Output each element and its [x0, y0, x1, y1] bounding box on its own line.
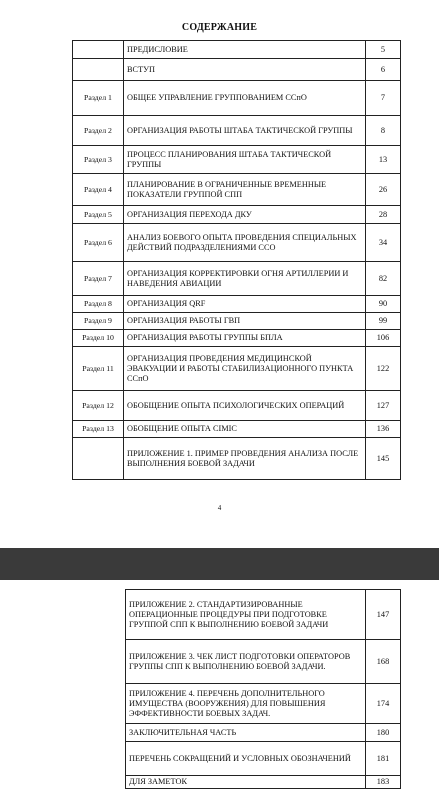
toc-entry-title: ДЛЯ ЗАМЕТОК [126, 776, 366, 789]
toc-section: Раздел 4 [73, 174, 124, 206]
toc-section: Раздел 11 [73, 347, 124, 391]
toc-entry-title: ОРГАНИЗАЦИЯ ПРОВЕДЕНИЯ МЕДИЦИНСКОЙ ЭВАКУАЦИИ И РАБОТЫ СТАБИЛИЗАЦИОННОГО ПУНКТА ССпО [124, 347, 366, 391]
toc-entry-title: ОРГАНИЗАЦИЯ ПЕРЕХОДА ДКУ [124, 206, 366, 224]
page-number: 4 [217, 504, 222, 512]
toc-section: Раздел 6 [73, 224, 124, 262]
toc-row [73, 224, 401, 262]
toc-page-number: 90 [366, 296, 401, 313]
toc-entry-title: ЗАКЛЮЧИТЕЛЬНАЯ ЧАСТЬ [126, 724, 366, 742]
toc-page-number: 145 [366, 438, 401, 480]
toc-entry-title: ОРГАНИЗАЦИЯ РАБОТЫ ШТАБА ТАКТИЧЕСКОЙ ГРУППЫ [124, 116, 366, 146]
toc-entry-title: ПРЕДИСЛОВИЕ [124, 41, 366, 59]
toc-table [72, 40, 401, 480]
toc-section: Раздел 5 [73, 206, 124, 224]
toc-page-number: 180 [366, 724, 401, 742]
toc-page-number: 99 [366, 313, 401, 330]
toc-entry-title: ПРИЛОЖЕНИЕ 1. ПРИМЕР ПРОВЕДЕНИЯ АНАЛИЗА ПОСЛЕ ВЫПОЛНЕНИЯ БОЕВОЙ ЗАДАЧИ [124, 438, 366, 480]
toc-row [73, 174, 401, 206]
toc-row [73, 438, 401, 480]
toc-page-number: 34 [366, 224, 401, 262]
toc-page-number: 181 [366, 742, 401, 776]
toc-row [73, 262, 401, 296]
toc-row [73, 206, 401, 224]
toc-section: Раздел 2 [73, 116, 124, 146]
toc-entry-title: ОБОБЩЕНИЕ ОПЫТА ПСИХОЛОГИЧЕСКИХ ОПЕРАЦИЙ [124, 391, 366, 421]
toc-page-number: 168 [366, 640, 401, 684]
toc-row [73, 146, 401, 174]
toc-page-number: 6 [366, 59, 401, 81]
toc-page-number: 28 [366, 206, 401, 224]
toc-page-number: 183 [366, 776, 401, 789]
toc-row [73, 347, 401, 391]
toc-page-number: 136 [366, 421, 401, 438]
toc-section [73, 59, 124, 81]
toc-section: Раздел 1 [73, 81, 124, 116]
toc-section: Раздел 12 [73, 391, 124, 421]
toc-entry-title: ОРГАНИЗАЦИЯ QRF [124, 296, 366, 313]
toc-row [126, 590, 401, 640]
toc-row [73, 421, 401, 438]
toc-page-number: 106 [366, 330, 401, 347]
toc-row [73, 391, 401, 421]
toc-section: Раздел 13 [73, 421, 124, 438]
toc-page-number: 82 [366, 262, 401, 296]
toc-row [126, 742, 401, 776]
toc-entry-title: ПРИЛОЖЕНИЕ 2. СТАНДАРТИЗИРОВАННЫЕ ОПЕРАЦИОННЫЕ ПРОЦЕДУРЫ ПРИ ПОДГОТОВКЕ ГРУППОЙ СПП К ВЫПОЛНЕНИЮ БОЕВОЙ ЗАДАЧИ [126, 590, 366, 640]
toc-section: Раздел 7 [73, 262, 124, 296]
toc-entry-title: АНАЛИЗ БОЕВОГО ОПЫТА ПРОВЕДЕНИЯ СПЕЦИАЛЬНЫХ ДЕЙСТВИЙ ПОДРАЗДЕЛЕНИЯМИ ССО [124, 224, 366, 262]
toc-table-continued [125, 589, 401, 789]
toc-row [126, 776, 401, 789]
toc-section [73, 41, 124, 59]
toc-entry-title: ПРИЛОЖЕНИЕ 4. ПЕРЕЧЕНЬ ДОПОЛНИТЕЛЬНОГО ИМУЩЕСТВА (ВООРУЖЕНИЯ) ДЛЯ ПОВЫШЕНИЯ ЭФФЕКТИВНОСТИ БОЕВЫХ ЗАДАЧ. [126, 684, 366, 724]
toc-section: Раздел 3 [73, 146, 124, 174]
toc-entry-title: ПЛАНИРОВАНИЕ В ОГРАНИЧЕННЫЕ ВРЕМЕННЫЕ ПОКАЗАТЕЛИ ГРУППОЙ СПП [124, 174, 366, 206]
toc-row [126, 640, 401, 684]
toc-entry-title: ОРГАНИЗАЦИЯ РАБОТЫ ГВП [124, 313, 366, 330]
toc-page-number: 7 [366, 81, 401, 116]
toc-section: Раздел 10 [73, 330, 124, 347]
toc-section: Раздел 9 [73, 313, 124, 330]
toc-page-number: 174 [366, 684, 401, 724]
toc-entry-title: ОРГАНИЗАЦИЯ КОРРЕКТИРОВКИ ОГНЯ АРТИЛЛЕРИИ И НАВЕДЕНИЯ АВИАЦИИ [124, 262, 366, 296]
toc-page-number: 122 [366, 347, 401, 391]
toc-row [73, 296, 401, 313]
toc-row [73, 41, 401, 59]
toc-entry-title: ПЕРЕЧЕНЬ СОКРАЩЕНИЙ И УСЛОВНЫХ ОБОЗНАЧЕНИЙ [126, 742, 366, 776]
toc-page-number: 13 [366, 146, 401, 174]
toc-page-number: 127 [366, 391, 401, 421]
toc-entry-title: ВСТУП [124, 59, 366, 81]
toc-section [73, 438, 124, 480]
toc-page-number: 147 [366, 590, 401, 640]
toc-entry-title: ОРГАНИЗАЦИЯ РАБОТЫ ГРУППЫ БПЛА [124, 330, 366, 347]
page-separator [0, 548, 439, 580]
toc-entry-title: ОБЩЕЕ УПРАВЛЕНИЕ ГРУППОВАНИЕМ ССпО [124, 81, 366, 116]
page-title: СОДЕРЖАНИЕ [181, 22, 258, 33]
toc-row [73, 116, 401, 146]
toc-entry-title: ПРОЦЕСС ПЛАНИРОВАНИЯ ШТАБА ТАКТИЧЕСКОЙ ГРУППЫ [124, 146, 366, 174]
toc-row [73, 330, 401, 347]
toc-entry-title: ПРИЛОЖЕНИЕ 3. ЧЕК ЛИСТ ПОДГОТОВКИ ОПЕРАТОРОВ ГРУППЫ СПП К ВЫПОЛНЕНИЮ БОЕВОЙ ЗАДАЧИ. [126, 640, 366, 684]
toc-row [73, 59, 401, 81]
toc-page-number: 8 [366, 116, 401, 146]
toc-page-number: 5 [366, 41, 401, 59]
toc-row [126, 724, 401, 742]
toc-entry-title: ОБОБЩЕНИЕ ОПЫТА CIMIC [124, 421, 366, 438]
toc-page-number: 26 [366, 174, 401, 206]
toc-row [73, 313, 401, 330]
toc-row [73, 81, 401, 116]
toc-section: Раздел 8 [73, 296, 124, 313]
toc-row [126, 684, 401, 724]
